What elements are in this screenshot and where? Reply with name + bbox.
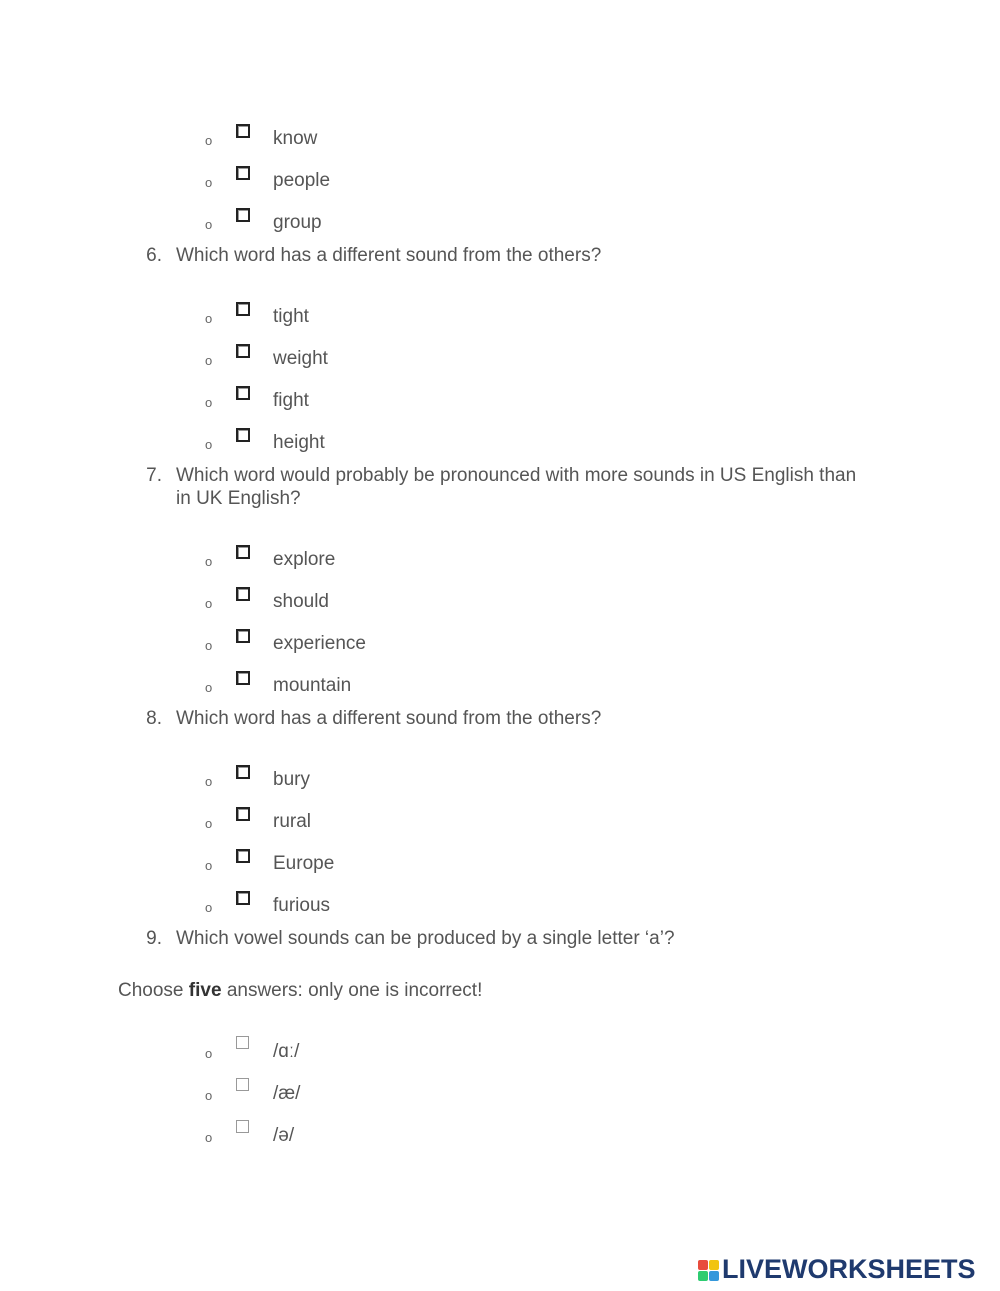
list-bullet: o xyxy=(205,311,213,326)
list-bullet: o xyxy=(205,1130,213,1145)
radio-button[interactable] xyxy=(236,386,250,400)
list-bullet: o xyxy=(205,1088,213,1103)
question-text: Which vowel sounds can be produced by a single letter ‘a’? xyxy=(176,928,675,949)
radio-button[interactable] xyxy=(236,208,250,222)
instruction-end: answers: only one is incorrect! xyxy=(226,980,483,1001)
option-label: bury xyxy=(273,769,310,790)
list-bullet: o xyxy=(205,858,213,873)
option-label: Europe xyxy=(273,853,335,874)
brand-name: LIVEWORKSHEETS xyxy=(722,1254,976,1284)
instruction-start: Choose xyxy=(118,980,184,1001)
list-bullet: o xyxy=(205,596,213,611)
logo-block-1 xyxy=(698,1260,708,1270)
radio-button[interactable] xyxy=(236,344,250,358)
radio-button[interactable] xyxy=(236,166,250,180)
list-bullet: o xyxy=(205,395,213,410)
option-label: experience xyxy=(273,633,366,654)
radio-button[interactable] xyxy=(236,891,250,905)
option-label: fight xyxy=(273,390,309,411)
radio-button[interactable] xyxy=(236,587,250,601)
liveworksheets-logo-icon xyxy=(698,1258,720,1284)
question-number: 7. xyxy=(146,465,162,486)
question-number: 6. xyxy=(146,245,162,266)
list-bullet: o xyxy=(205,774,213,789)
list-bullet: o xyxy=(205,554,213,569)
radio-button[interactable] xyxy=(236,545,250,559)
option-label: group xyxy=(273,212,322,233)
checkbox[interactable] xyxy=(236,1078,249,1091)
list-bullet: o xyxy=(205,680,213,695)
option-label: explore xyxy=(273,549,336,570)
question-text-line-1: Which word would probably be pronounced with more sounds in US English than xyxy=(176,465,857,486)
radio-button[interactable] xyxy=(236,629,250,643)
list-bullet: o xyxy=(205,217,213,232)
option-label: weight xyxy=(273,348,328,369)
question-text-line-2: in UK English? xyxy=(176,488,301,509)
radio-button[interactable] xyxy=(236,124,250,138)
option-label: tight xyxy=(273,306,309,327)
list-bullet: o xyxy=(205,900,213,915)
logo-block-3 xyxy=(698,1271,708,1281)
option-label: know xyxy=(273,128,318,149)
option-label: furious xyxy=(273,895,331,916)
list-bullet: o xyxy=(205,353,213,368)
radio-button[interactable] xyxy=(236,428,250,442)
option-label: /ɑː/ xyxy=(273,1041,300,1062)
list-bullet: o xyxy=(205,175,213,190)
option-label: rural xyxy=(273,811,312,832)
option-label: should xyxy=(273,591,329,612)
radio-button[interactable] xyxy=(236,302,250,316)
list-bullet: o xyxy=(205,638,213,653)
option-label: people xyxy=(273,170,331,191)
radio-button[interactable] xyxy=(236,849,250,863)
option-label: mountain xyxy=(273,675,352,696)
list-bullet: o xyxy=(205,437,213,452)
option-label: /æ/ xyxy=(273,1083,301,1104)
checkbox[interactable] xyxy=(236,1036,249,1049)
list-bullet: o xyxy=(205,816,213,831)
instruction xyxy=(118,980,482,1002)
logo-block-4 xyxy=(709,1271,719,1281)
question-text: Which word has a different sound from the others? xyxy=(176,245,602,266)
radio-button[interactable] xyxy=(236,807,250,821)
question-number: 9. xyxy=(146,928,162,949)
option-label: height xyxy=(273,432,325,453)
question-number: 8. xyxy=(146,708,162,729)
list-bullet: o xyxy=(205,133,213,148)
logo-block-2 xyxy=(709,1260,719,1270)
radio-button[interactable] xyxy=(236,765,250,779)
question-text: Which word has a different sound from the others? xyxy=(176,708,602,729)
radio-button[interactable] xyxy=(236,671,250,685)
list-bullet: o xyxy=(205,1046,213,1061)
checkbox[interactable] xyxy=(236,1120,249,1133)
option-label: /ə/ xyxy=(273,1125,295,1146)
instruction-emphasis: five xyxy=(188,980,222,1001)
